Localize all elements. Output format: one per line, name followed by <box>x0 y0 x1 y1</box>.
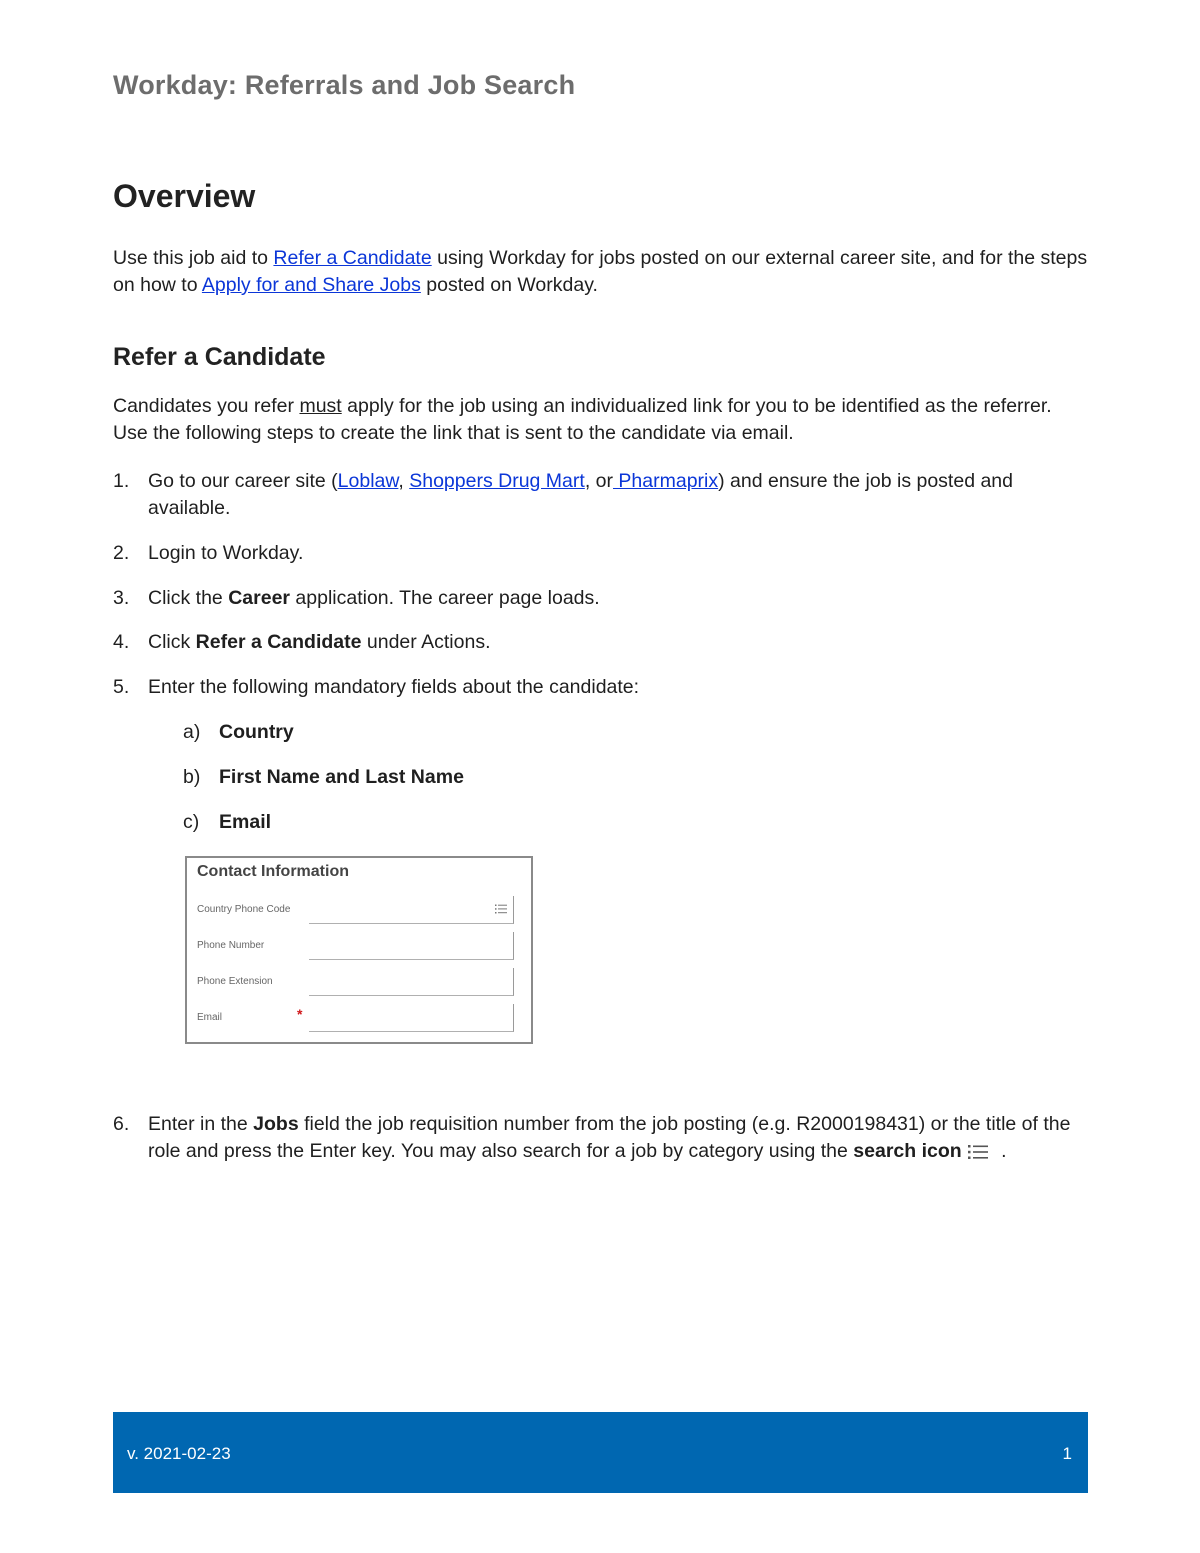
step-3-text-a: Click the <box>148 587 229 609</box>
phone-extension-row <box>197 968 517 998</box>
field-label: Country Phone Code <box>197 904 291 915</box>
sub-item-email <box>183 809 271 836</box>
step-6-bold-search-icon: search icon <box>853 1140 962 1162</box>
required-asterisk: * <box>297 1006 303 1022</box>
step-number: 3. <box>113 587 130 609</box>
list-search-icon[interactable] <box>495 904 507 914</box>
field-label: Phone Number <box>197 940 265 951</box>
refer-text-2: apply for the job using an individualized link for you to be identified as the referrer. Use the following steps to create the link that is sent to the candidate via email. <box>113 395 1052 444</box>
overview-text-3: posted on Workday. <box>420 274 598 296</box>
step-3-bold: Career <box>228 587 290 609</box>
step-6 <box>113 1111 1088 1165</box>
phone-number-row <box>197 932 517 962</box>
overview-heading: Overview <box>113 178 256 214</box>
version-label: v. 2021-02-23 <box>127 1444 231 1463</box>
sub-item-country <box>183 719 294 746</box>
step-4 <box>113 629 1088 656</box>
country-phone-code-row <box>197 896 517 926</box>
step-number: 4. <box>113 631 130 653</box>
email-row <box>197 1004 517 1034</box>
loblaw-link[interactable]: Loblaw <box>337 470 399 492</box>
sub-item-name <box>183 764 464 791</box>
pharmaprix-link[interactable]: Pharmaprix <box>613 470 719 492</box>
step-6-text-a: Enter in the <box>148 1113 254 1135</box>
page-footer <box>113 1412 1088 1493</box>
phone-extension-input[interactable] <box>309 968 514 996</box>
phone-number-input[interactable] <box>309 932 514 960</box>
document-header-title: Workday: Referrals and Job Search <box>113 70 576 100</box>
step-5 <box>113 674 1088 701</box>
page-number: 1 <box>1062 1444 1072 1463</box>
country-phone-code-input[interactable] <box>309 896 514 924</box>
email-input[interactable] <box>309 1004 514 1032</box>
step-number: 2. <box>113 542 130 564</box>
step-4-text-b: under Actions. <box>361 631 491 653</box>
step-text <box>148 468 1088 522</box>
step-1 <box>113 468 1088 522</box>
step-1-text-d: ) and ensure the job is posted and available. <box>148 470 1013 519</box>
step-4-bold: Refer a Candidate <box>195 631 362 653</box>
overview-paragraph <box>113 245 1088 299</box>
step-text <box>148 1111 1088 1165</box>
refer-candidate-link[interactable]: Refer a Candidate <box>273 247 432 269</box>
step-6-text-b: field the job requisition number from the job posting (e.g. R2000198431) or the title of the role and press the Enter key. You may also search for a job by category using the <box>148 1113 1071 1162</box>
step-3 <box>113 585 1088 612</box>
sub-item-letter: b) <box>183 766 201 788</box>
step-text: Enter the following mandatory fields about the candidate: <box>148 676 640 698</box>
refer-text-1: Candidates you refer <box>113 395 300 417</box>
apply-share-jobs-link[interactable]: Apply for and Share Jobs <box>201 274 421 296</box>
sub-item-text: Country <box>219 721 294 743</box>
step-number: 5. <box>113 676 130 698</box>
step-text <box>148 629 1088 656</box>
step-text <box>148 585 1088 612</box>
step-1-text-c: , or <box>584 470 613 492</box>
step-text: Login to Workday. <box>148 542 304 564</box>
refer-candidate-heading: Refer a Candidate <box>113 343 326 371</box>
contact-information-title: Contact Information <box>197 863 349 880</box>
field-label: Email <box>197 1012 223 1023</box>
overview-text-1: Use this job aid to <box>113 247 274 269</box>
step-1-text-a: Go to our career site ( <box>148 470 338 492</box>
overview-text-2: using Workday for jobs posted on our external career site, and for the steps on how to <box>113 247 1088 296</box>
sub-item-letter: c) <box>183 811 200 833</box>
sub-item-text: First Name and Last Name <box>219 766 464 788</box>
step-6-text-c: . <box>995 1140 1007 1162</box>
step-6-bold-jobs: Jobs <box>253 1113 299 1135</box>
refer-must-underlined: must <box>299 395 342 417</box>
step-2 <box>113 540 1088 567</box>
shoppers-drug-mart-link[interactable]: Shoppers Drug Mart <box>409 470 585 492</box>
step-4-text-a: Click <box>148 631 196 653</box>
step-3-text-b: application. The career page loads. <box>290 587 600 609</box>
step-number: 6. <box>113 1113 130 1135</box>
refer-paragraph <box>113 393 1088 447</box>
list-search-icon <box>968 1144 988 1160</box>
step-1-text-b: , <box>398 470 410 492</box>
step-number: 1. <box>113 470 130 492</box>
sub-item-letter: a) <box>183 721 201 743</box>
field-label: Phone Extension <box>197 976 273 987</box>
contact-information-screenshot <box>185 856 533 1044</box>
sub-item-text: Email <box>219 811 272 833</box>
